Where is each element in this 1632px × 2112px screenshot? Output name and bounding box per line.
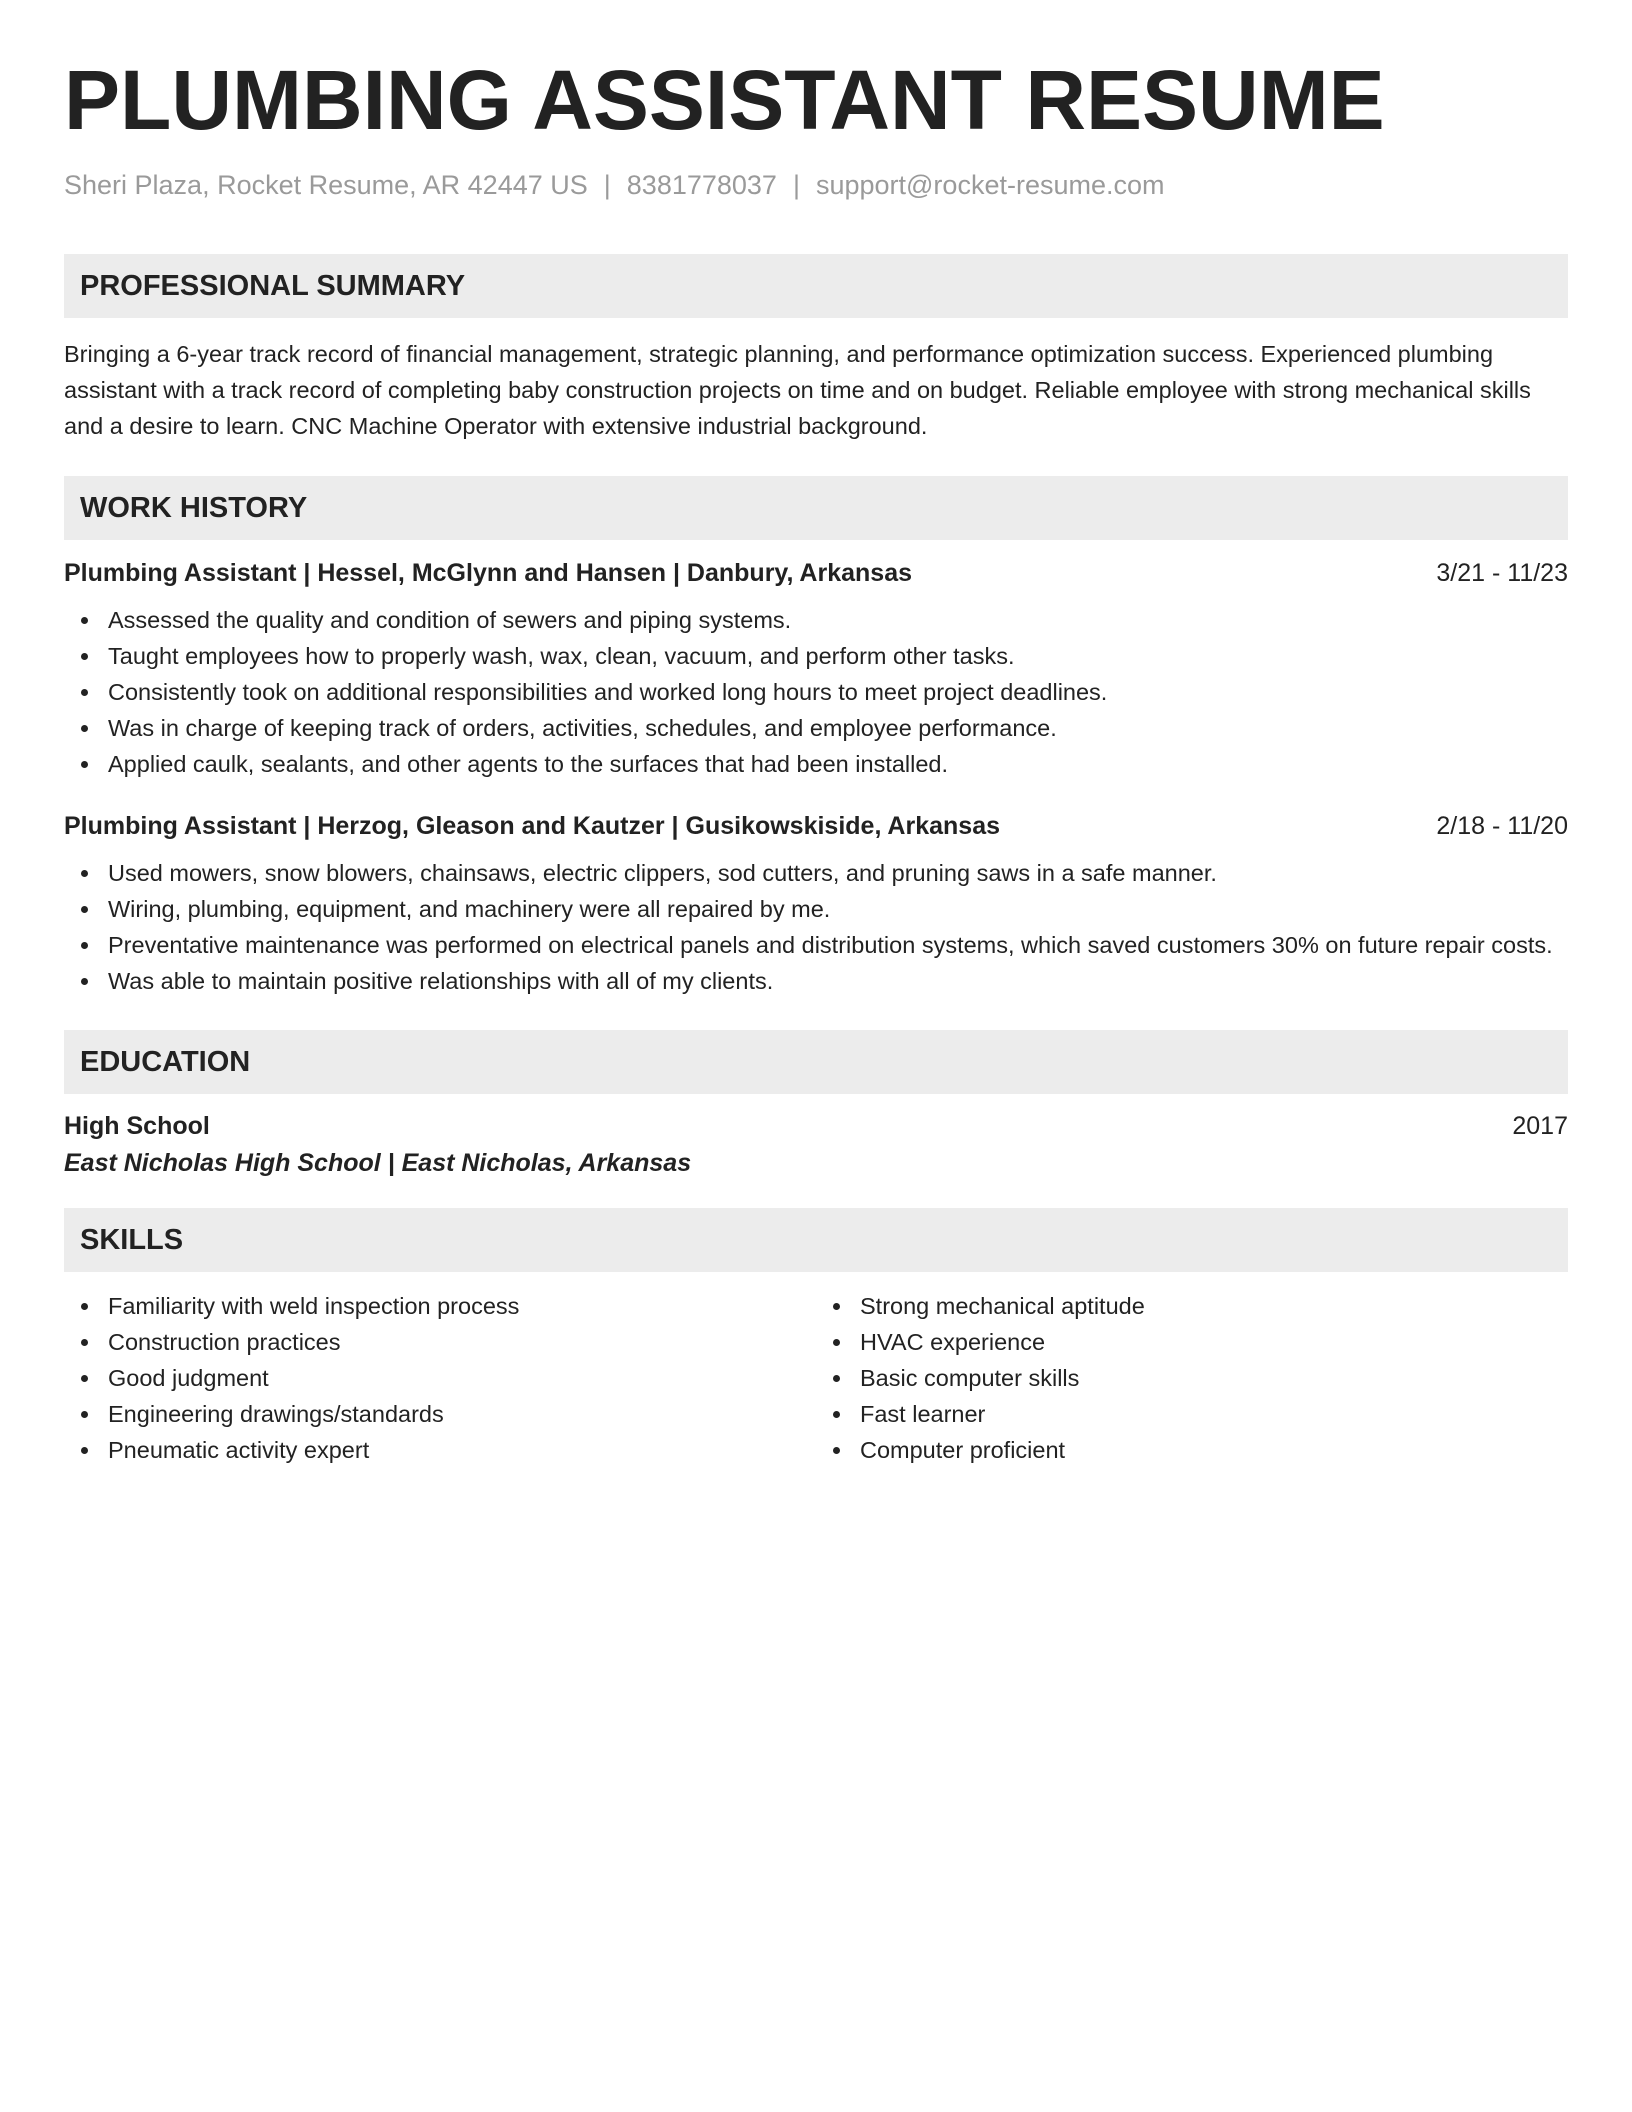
skills-heading: SKILLS xyxy=(64,1208,1568,1272)
skills-grid xyxy=(64,1288,1568,1468)
contact-phone: 8381778037 xyxy=(626,170,777,200)
job-bullet: Consistently took on additional responsibilities and worked long hours to meet project deadlines. xyxy=(64,674,1568,710)
skill-item: Strong mechanical aptitude xyxy=(816,1288,1568,1324)
skills-list xyxy=(816,1288,1568,1468)
job-bullet: Used mowers, snow blowers, chainsaws, electric clippers, sod cutters, and pruning saws in a safe manner. xyxy=(64,855,1568,891)
skill-item: Fast learner xyxy=(816,1396,1568,1432)
skill-item: Construction practices xyxy=(64,1324,816,1360)
job-dates: 2/18 - 11/20 xyxy=(1436,812,1568,840)
education-degree: High School xyxy=(64,1112,210,1140)
contact-separator: | xyxy=(603,170,611,200)
job-entry xyxy=(64,559,1568,782)
job-bullet: Was in charge of keeping track of orders, activities, schedules, and employee performance. xyxy=(64,710,1568,746)
contact-address: Sheri Plaza, Rocket Resume, AR 42447 US xyxy=(64,170,588,200)
skill-item: Basic computer skills xyxy=(816,1360,1568,1396)
contact-separator: | xyxy=(792,170,800,200)
job-bullet: Assessed the quality and condition of sewers and piping systems. xyxy=(64,602,1568,638)
education-header xyxy=(64,1112,1568,1141)
skill-item: Computer proficient xyxy=(816,1432,1568,1468)
job-bullets xyxy=(64,855,1568,999)
skill-item: Pneumatic activity expert xyxy=(64,1432,816,1468)
skills-list xyxy=(64,1288,816,1468)
skill-item: Good judgment xyxy=(64,1360,816,1396)
education-heading: EDUCATION xyxy=(64,1030,1568,1094)
contact-line xyxy=(64,170,1568,201)
skill-item: Engineering drawings/standards xyxy=(64,1396,816,1432)
summary-text: Bringing a 6-year track record of financial management, strategic planning, and performance optimization success. Experienced plumbing assistant with a track record of completing baby construction projects on time and on budget. Reliable employee with strong mechanical skills and a desire to learn. CNC Machine Operator with extensive industrial background. xyxy=(64,341,1531,439)
job-bullet: Wiring, plumbing, equipment, and machinery were all repaired by me. xyxy=(64,891,1568,927)
job-header xyxy=(64,812,1568,841)
work-history-heading: WORK HISTORY xyxy=(64,476,1568,540)
job-dates: 3/21 - 11/23 xyxy=(1436,559,1568,587)
job-bullet: Applied caulk, sealants, and other agents to the surfaces that had been installed. xyxy=(64,746,1568,782)
skills-column-left xyxy=(64,1288,816,1468)
job-title: Plumbing Assistant | Herzog, Gleason and Kautzer | Gusikowskiside, Arkansas xyxy=(64,812,1000,840)
job-header xyxy=(64,559,1568,588)
education-school: East Nicholas High School | East Nicholas, Arkansas xyxy=(64,1149,692,1177)
contact-email: support@rocket-resume.com xyxy=(815,170,1165,200)
education-year: 2017 xyxy=(1512,1112,1568,1140)
job-entry xyxy=(64,812,1568,999)
summary-heading: PROFESSIONAL SUMMARY xyxy=(64,254,1568,318)
job-bullets xyxy=(64,602,1568,782)
skill-item: Familiarity with weld inspection process xyxy=(64,1288,816,1324)
skill-item: HVAC experience xyxy=(816,1324,1568,1360)
skills-column-right xyxy=(816,1288,1568,1468)
job-bullet: Taught employees how to properly wash, wax, clean, vacuum, and perform other tasks. xyxy=(64,638,1568,674)
job-bullet: Was able to maintain positive relationships with all of my clients. xyxy=(64,963,1568,999)
education-entry xyxy=(64,1112,1568,1178)
resume-title: PLUMBING ASSISTANT RESUME xyxy=(64,53,1385,147)
job-title: Plumbing Assistant | Hessel, McGlynn and Hansen | Danbury, Arkansas xyxy=(64,559,913,587)
job-bullet: Preventative maintenance was performed on electrical panels and distribution systems, which saved customers 30% on future repair costs. xyxy=(64,927,1568,963)
